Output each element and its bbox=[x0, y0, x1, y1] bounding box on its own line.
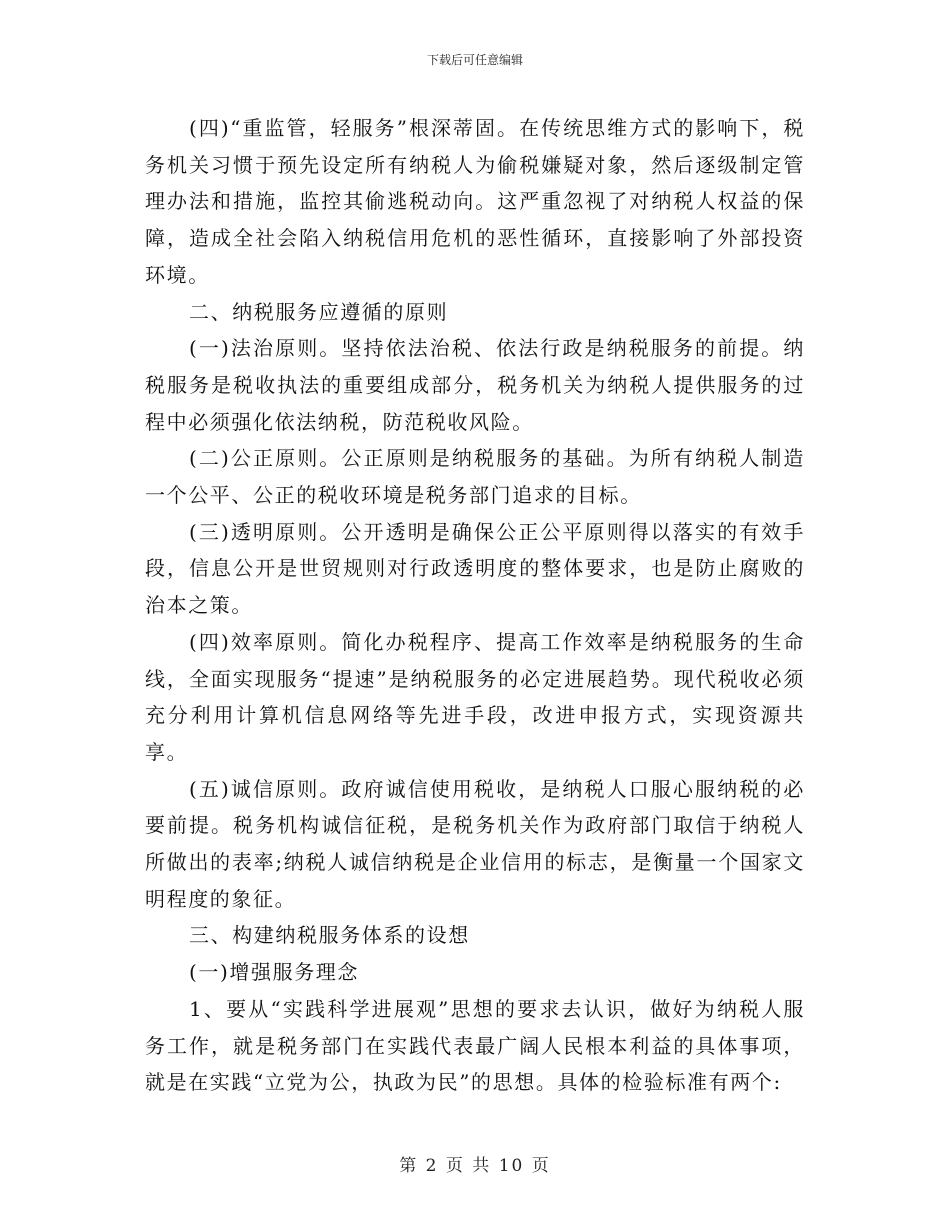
page-header: 下载后可任意编辑 bbox=[426, 53, 523, 67]
paragraph-efficiency-principle: (四)效率原则。简化办税程序、提高工作效率是纳税服务的生命线，全面实现服务“提速”是纳税服务的必定进展趋势。现代税收必须充分利用计算机信息网络等先进手段，改进申报方式，实现资源共享。 bbox=[145, 629, 805, 764]
page-number-footer: 第 2 页 共 10 页 bbox=[399, 1156, 551, 1176]
paragraph-scientific-development: 1、要从“实践科学进展观”思想的要求去认识，做好为纳税人服务工作，就是税务部门在实践代表最广阔人民根本利益的具体事项，就是在实践“立党为公，执政为民”的思想。具体的检验标准有两个: bbox=[145, 996, 805, 1095]
document-body bbox=[145, 110, 805, 1101]
paragraph-supervision-over-service: (四)“重监管，轻服务”根深蒂固。在传统思维方式的影响下，税务机关习惯于预先设定所有纳税人为偷税嫌疑对象，然后逐级制定管理办法和措施，监控其偷逃税动向。这严重忽视了对纳税人权益的保障，造成全社会陷入纳税信用危机的恶性循环，直接影响了外部投资环境。 bbox=[145, 116, 805, 287]
subheading-service-concept: (一)增强服务理念 bbox=[189, 960, 360, 985]
section-heading-service-system: 三、构建纳税服务体系的设想 bbox=[189, 923, 470, 948]
paragraph-transparency-principle: (三)透明原则。公开透明是确保公正公平原则得以落实的有效手段，信息公开是世贸规则对行政透明度的整体要求，也是防止腐败的治本之策。 bbox=[145, 519, 805, 618]
paragraph-fairness-principle: (二)公正原则。公正原则是纳税服务的基础。为所有纳税人制造一个公平、公正的税收环境是税务部门追求的目标。 bbox=[145, 446, 805, 508]
paragraph-rule-of-law-principle: (一)法治原则。坚持依法治税、依法行政是纳税服务的前提。纳税服务是税收执法的重要组成部分，税务机关为纳税人提供服务的过程中必须强化依法纳税，防范税收风险。 bbox=[145, 336, 805, 434]
paragraph-integrity-principle: (五)诚信原则。政府诚信使用税收，是纳税人口服心服纳税的必要前提。税务机构诚信征税，是税务机关作为政府部门取信于纳税人所做出的表率;纳税人诚信纳税是企业信用的标志，是衡量一个国家文明程度的象征。 bbox=[145, 776, 805, 911]
section-heading-principles: 二、纳税服务应遵循的原则 bbox=[189, 299, 449, 324]
